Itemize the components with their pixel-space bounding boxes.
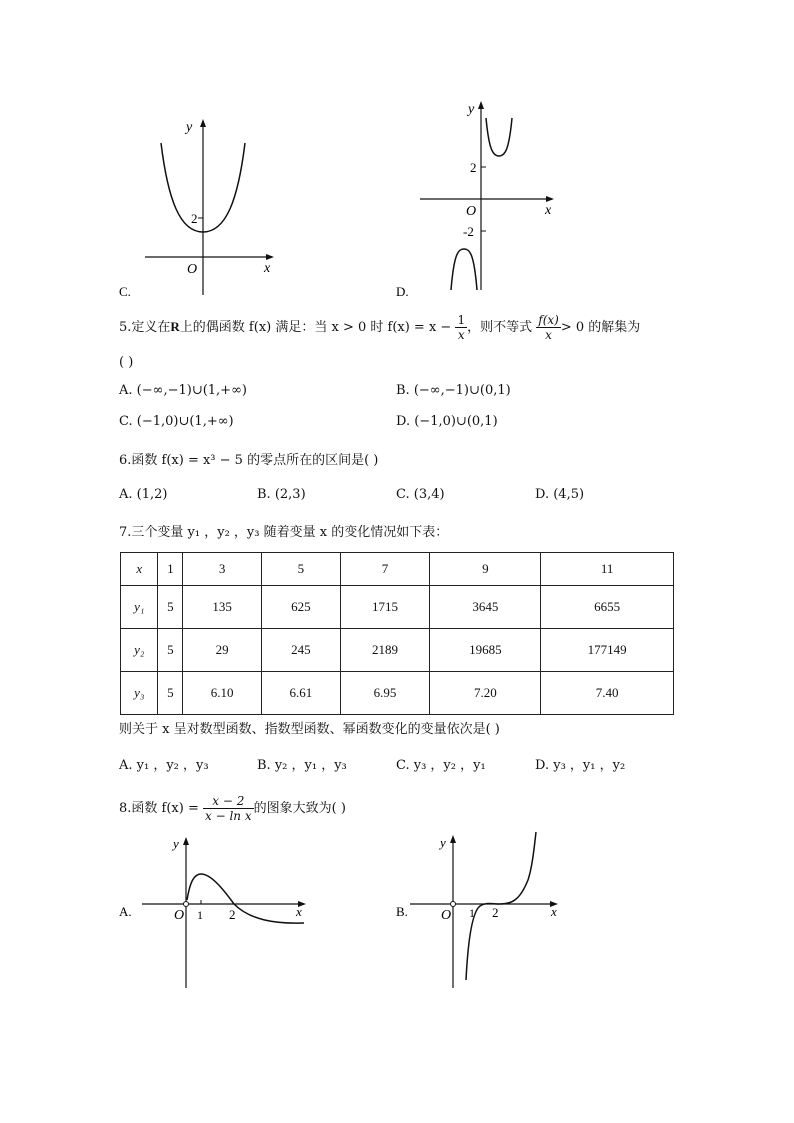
- option-b-label: B.: [396, 904, 408, 919]
- graph-a-y-label: y: [173, 836, 179, 851]
- arrow-icon: [546, 196, 554, 202]
- graph-d-upper-curve: [486, 118, 512, 156]
- q6-option-a[interactable]: A. (1,2): [119, 487, 168, 502]
- table-cell: 1715: [340, 586, 430, 629]
- graph-a: [119, 836, 306, 988]
- arrow-icon: [450, 835, 456, 843]
- graph-c: [0, 0, 794, 300]
- table-cell: 3: [183, 553, 262, 586]
- graph-b-tick-2: 2: [492, 905, 499, 920]
- table-cell: 6.61: [262, 672, 341, 715]
- q8-graphs: [0, 820, 794, 1000]
- graph-b-curve: [466, 832, 536, 980]
- table-cell: 3645: [430, 586, 541, 629]
- graph-a-x-label: x: [296, 904, 302, 919]
- question-5-paren: ( ): [119, 355, 134, 370]
- table-cell: 9: [430, 553, 541, 586]
- q5-fraction-2: $\frac{f(x)}{x}$: [538, 313, 559, 342]
- table-cell: 7.40: [541, 672, 674, 715]
- graph-b-tick-1: 1: [469, 906, 475, 920]
- arrow-icon: [200, 119, 206, 127]
- table-cell: 7: [340, 553, 430, 586]
- graph-a-tick-1: 1: [197, 908, 203, 922]
- graph-c-tick: 2: [191, 211, 198, 226]
- q6-option-d[interactable]: D. (4,5): [535, 487, 585, 502]
- table-cell: 1: [158, 553, 183, 586]
- graph-d-tick-pos: 2: [470, 160, 477, 175]
- q8-tail: 的图象大致为( ): [253, 801, 346, 816]
- table-cell: x: [121, 553, 158, 586]
- table-cell: 11: [541, 553, 674, 586]
- q5-option-d[interactable]: D. (−1,0)∪(0,1): [396, 414, 498, 429]
- graph-b: [396, 832, 558, 988]
- table-cell: 5: [158, 586, 183, 629]
- q5-lead: 5.定义在: [119, 320, 171, 335]
- graph-b-y-label: y: [440, 835, 446, 850]
- table-cell: 7.20: [430, 672, 541, 715]
- graph-a-open-point: [184, 902, 189, 907]
- arrow-icon: [183, 837, 189, 845]
- option-d-label: D.: [396, 284, 409, 299]
- q5-text1: 上的偶函数 f(x) 满足：当 x > 0 时 f(x) = x −: [179, 320, 452, 335]
- q6-option-b[interactable]: B. (2,3): [257, 487, 306, 502]
- arrow-icon: [478, 101, 484, 109]
- table-cell: 245: [262, 629, 341, 672]
- table-cell: 5: [262, 553, 341, 586]
- graph-a-origin: O: [174, 908, 185, 923]
- graph-c-x-label: x: [264, 261, 271, 276]
- q5-bold-r: R: [170, 319, 180, 334]
- question-6-stem: 6.函数 f(x) = x³ − 5 的零点所在的区间是( ): [119, 453, 379, 468]
- graph-d-tick-neg: -2: [463, 224, 474, 239]
- table-cell: 6.95: [340, 672, 430, 715]
- q7-option-c[interactable]: C. y₃ ，y₂ ，y₁: [396, 758, 486, 773]
- table-row: [121, 629, 674, 672]
- graph-d-origin: O: [466, 204, 477, 219]
- q5-text2: ，则不等式: [467, 320, 533, 335]
- table-cell: 29: [183, 629, 262, 672]
- arrow-icon: [266, 254, 274, 260]
- table-header-row: [121, 553, 674, 586]
- q5-option-b[interactable]: B. (−∞,−1)∪(0,1): [396, 383, 511, 398]
- graph-c-y-label: y: [186, 120, 193, 135]
- table-cell: y₃: [121, 672, 158, 715]
- graph-b-origin: O: [441, 908, 452, 923]
- table-cell: 135: [183, 586, 262, 629]
- question-7-stem: 7.三个变量 y₁ ，y₂ ，y₃ 随着变量 x 的变化情况如下表：: [119, 525, 449, 540]
- graph-b-x-label: x: [551, 904, 557, 919]
- table-row: [121, 586, 674, 629]
- option-a-label: A.: [119, 904, 132, 919]
- graph-d-y-label: y: [468, 102, 475, 117]
- graph-d-x-label: x: [545, 203, 552, 218]
- q7-option-b[interactable]: B. y₂ ，y₁ ，y₃: [257, 758, 347, 773]
- q5-option-c[interactable]: C. (−1,0)∪(1,+∞): [119, 414, 234, 429]
- graph-b-open-point: [451, 902, 456, 907]
- q5-option-a[interactable]: A. (−∞,−1)∪(1,+∞): [119, 383, 247, 398]
- table-row: [121, 672, 674, 715]
- graph-d-lower-curve: [451, 249, 477, 290]
- table-cell: 177149: [541, 629, 674, 672]
- q7-data-table: [120, 552, 674, 715]
- table-cell: 625: [262, 586, 341, 629]
- q5-text3: > 0 的解集为: [560, 320, 641, 335]
- option-c-label: C.: [119, 284, 131, 299]
- table-cell: 2189: [340, 629, 430, 672]
- graph-d: [396, 101, 554, 299]
- table-cell: 5: [158, 672, 183, 715]
- q7-option-d[interactable]: D. y₃ ，y₁ ，y₂: [535, 758, 626, 773]
- table-cell: y₂: [121, 629, 158, 672]
- q7-option-a[interactable]: A. y₁ ，y₂ ，y₃: [119, 758, 209, 773]
- question-5-stem: [119, 313, 640, 342]
- q5-fraction-1: $\frac{1}{x}$: [457, 313, 466, 342]
- graph-a-curve: [187, 874, 304, 923]
- question-8-stem: [119, 794, 346, 823]
- table-cell: 5: [158, 629, 183, 672]
- graph-a-tick-2: 2: [229, 907, 236, 922]
- table-cell: 19685: [430, 629, 541, 672]
- graph-c-origin: O: [187, 262, 198, 277]
- q6-option-c[interactable]: C. (3,4): [396, 487, 445, 502]
- question-7-after: 则关于 x 呈对数型函数、指数型函数、幂函数变化的变量依次是( ): [119, 722, 500, 737]
- table-cell: y₁: [121, 586, 158, 629]
- q8-fraction: $\frac{x - 2}{\text{x − ln x}}$: [205, 794, 252, 823]
- table-cell: 6.10: [183, 672, 262, 715]
- q8-lead: 8.函数 f(x) =: [119, 801, 199, 816]
- table-cell: 6655: [541, 586, 674, 629]
